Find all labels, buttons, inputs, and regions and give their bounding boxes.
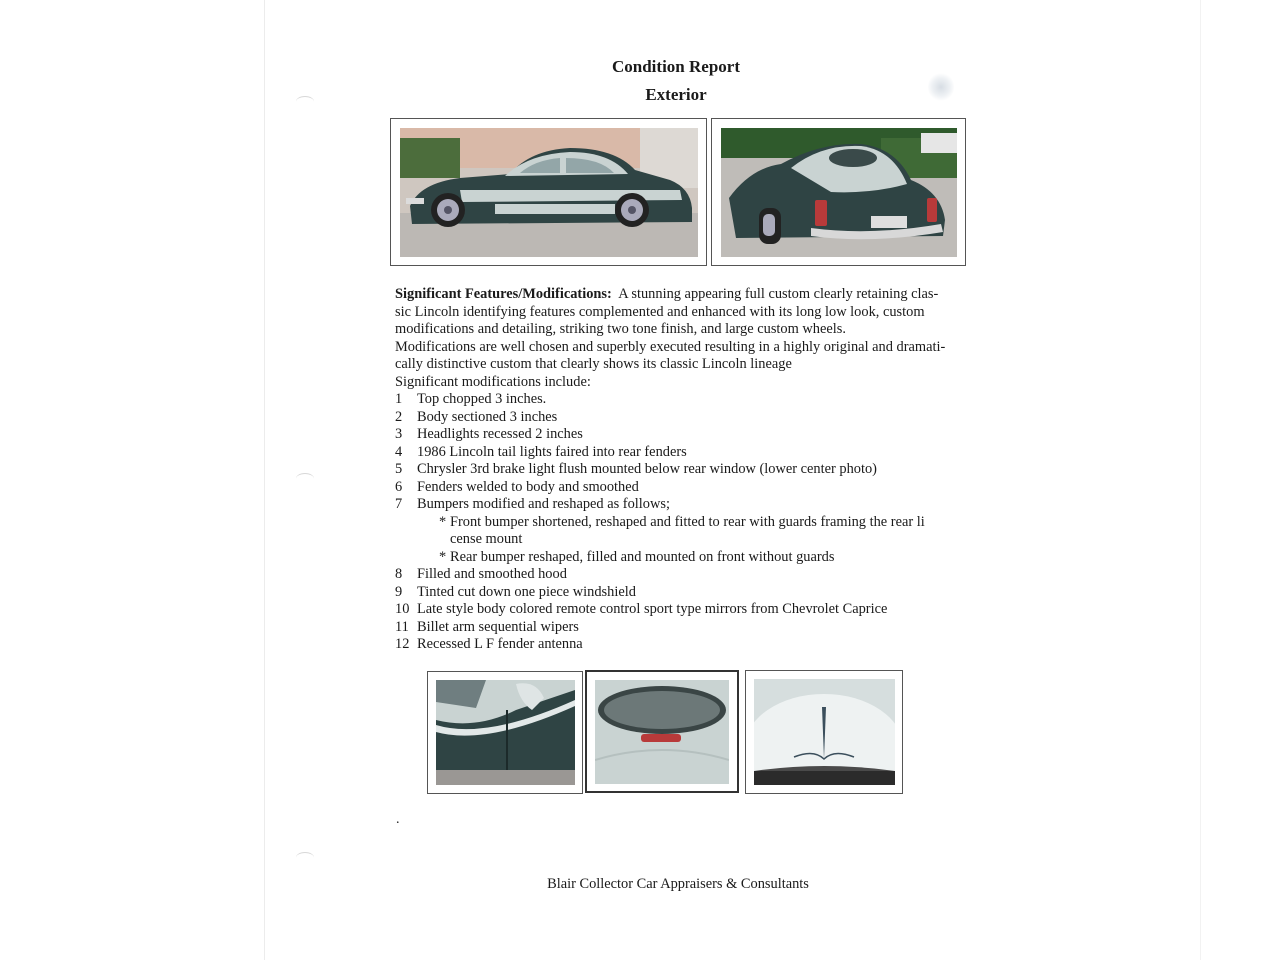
list-item: 7 Bumpers modified and reshaped as follows;	[395, 496, 670, 512]
rear-three-quarter-car-image	[721, 128, 957, 257]
side-profile-car-image	[400, 128, 698, 257]
modifications-list-continued	[395, 566, 965, 654]
sub-list-item: * Front bumper shortened, reshaped and fitted to rear with guards framing the rear li cense mount	[439, 513, 925, 547]
binder-punch-mark	[296, 473, 314, 484]
list-item: 3 Headlights recessed 2 inches	[395, 426, 583, 442]
side-profile-photo	[400, 128, 698, 257]
brake-light-photo-frame	[585, 670, 739, 793]
door-detail-photo-frame	[427, 671, 583, 794]
sub-list-item: * Rear bumper reshaped, filled and mounted on front without guards	[439, 548, 835, 565]
list-item: 8 Filled and smoothed hood	[395, 566, 567, 582]
rear-window-brake-light-image	[595, 680, 729, 784]
features-section	[395, 286, 965, 654]
hood-detail-photo	[754, 679, 895, 785]
features-line: sic Lincoln identifying features complemented and enhanced with its long low look, custom	[395, 303, 925, 320]
list-item: 2 Body sectioned 3 inches	[395, 408, 558, 425]
features-line: cally distinctive custom that clearly shows its classic Lincoln lineage	[395, 356, 792, 372]
features-line: Modifications are well chosen and superbly executed resulting in a highly original and dramati-	[395, 338, 946, 355]
stray-mark: .	[396, 812, 400, 827]
list-item: 10 Late style body colored remote control sport type mirrors from Chevrolet Caprice	[395, 601, 888, 617]
modifications-intro: Significant modifications include:	[395, 373, 591, 390]
footer-company-name: Blair Collector Car Appraisers & Consultants	[547, 876, 809, 892]
page-title: Condition Report	[612, 57, 740, 76]
smoothed-hood-image	[754, 679, 895, 785]
list-item: 6 Fenders welded to body and smoothed	[395, 478, 639, 495]
features-line: A stunning appearing full custom clearly retaining clas-	[618, 286, 939, 302]
list-item: 5 Chrysler 3rd brake light flush mounted below rear window (lower center photo)	[395, 461, 877, 477]
page-subtitle: Exterior	[645, 85, 707, 104]
rear-three-quarter-photo	[721, 128, 957, 257]
list-item: 4 1986 Lincoln tail lights faired into rear fenders	[395, 443, 687, 460]
features-lead-label: Significant Features/Modifications:	[395, 286, 612, 302]
list-item: 11 Billet arm sequential wipers	[395, 618, 579, 635]
list-item: 12 Recessed L F fender antenna	[395, 636, 583, 652]
features-line: modifications and detailing, striking two tone finish, and large custom wheels.	[395, 321, 846, 337]
rear-three-quarter-photo-frame	[711, 118, 966, 266]
list-item: 9 Tinted cut down one piece windshield	[395, 583, 636, 600]
binder-punch-mark	[296, 852, 314, 863]
list-item: 1 Top chopped 3 inches.	[395, 391, 547, 407]
modifications-list	[395, 391, 965, 514]
scan-page-edge-left	[264, 0, 265, 960]
side-profile-photo-frame	[390, 118, 707, 266]
hood-detail-photo-frame	[745, 670, 903, 794]
scan-page-edge-right	[1200, 0, 1201, 960]
door-detail-photo	[436, 680, 575, 785]
features-paragraph	[395, 286, 965, 374]
brake-light-photo	[595, 680, 729, 784]
door-mirror-image	[436, 680, 575, 785]
